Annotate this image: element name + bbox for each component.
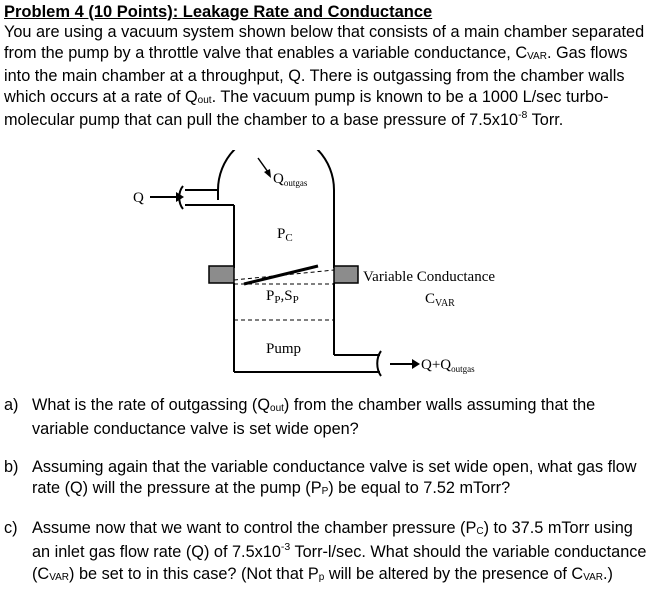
main-chamber: [218, 150, 334, 268]
label-cvar: $C_{VAR}$: [425, 291, 455, 309]
vacuum-system-diagram: [0, 150, 653, 388]
problem-intro: You are using a vacuum system shown below that consists of a main chamber separated from the pump by a throttle valve that enables a variable conductance, CVAR. Gas flows into the main chamber at a throughput, Q. There is outgassing from the chamber walls which occurs at a rate of Qout. The vacuum pump is known to be a 1000 L/sec turbo-molecular pump that can pull the chamber to a base pressure of $7.5x10^{-8}$ Torr.: [4, 23, 645, 130]
label-pc: $P_C$: [277, 226, 293, 244]
throttle-valve-plate: [244, 266, 318, 284]
problem-title: Problem 4 (10 Points): Leakage Rate and Conductance: [4, 3, 433, 21]
label-q-out: $Q+Q_{outgas}$: [421, 357, 475, 374]
question-b: b) Assuming again that the variable conductance valve is set wide open, what gas flow rate (Q) will the pressure at the pump (PP) be equal to 7.52 mTorr?: [4, 458, 637, 497]
valve-flange-left: [209, 266, 234, 283]
question-c: c) Assume now that we want to control the chamber pressure (PC) to 37.5 mTorr using an inlet gas flow rate (Q) of $7.5x10^{-3}$ Torr-l/sec. What should the variable conductance (CVAR) be set to in this case? (Not that Pp will be altered by the presence of CVAR.): [4, 519, 647, 584]
label-q-outgas: $Q_{outgas}$: [273, 171, 308, 188]
label-q-in: Q: [133, 190, 144, 206]
label-variable-conductance: Variable Conductance: [363, 269, 496, 285]
label-pump: Pump: [266, 341, 302, 357]
valve-flange-right: [334, 266, 358, 283]
question-label: b): [4, 458, 19, 476]
question-label: c): [4, 519, 18, 537]
outgas-arrow: [258, 158, 268, 172]
question-label: a): [4, 396, 19, 414]
label-pp-sp: $P_P,S_P$: [266, 288, 299, 306]
question-a: a) What is the rate of outgassing (Qout) from the chamber walls assuming that the variable conductance valve is set wide open?: [4, 396, 596, 438]
